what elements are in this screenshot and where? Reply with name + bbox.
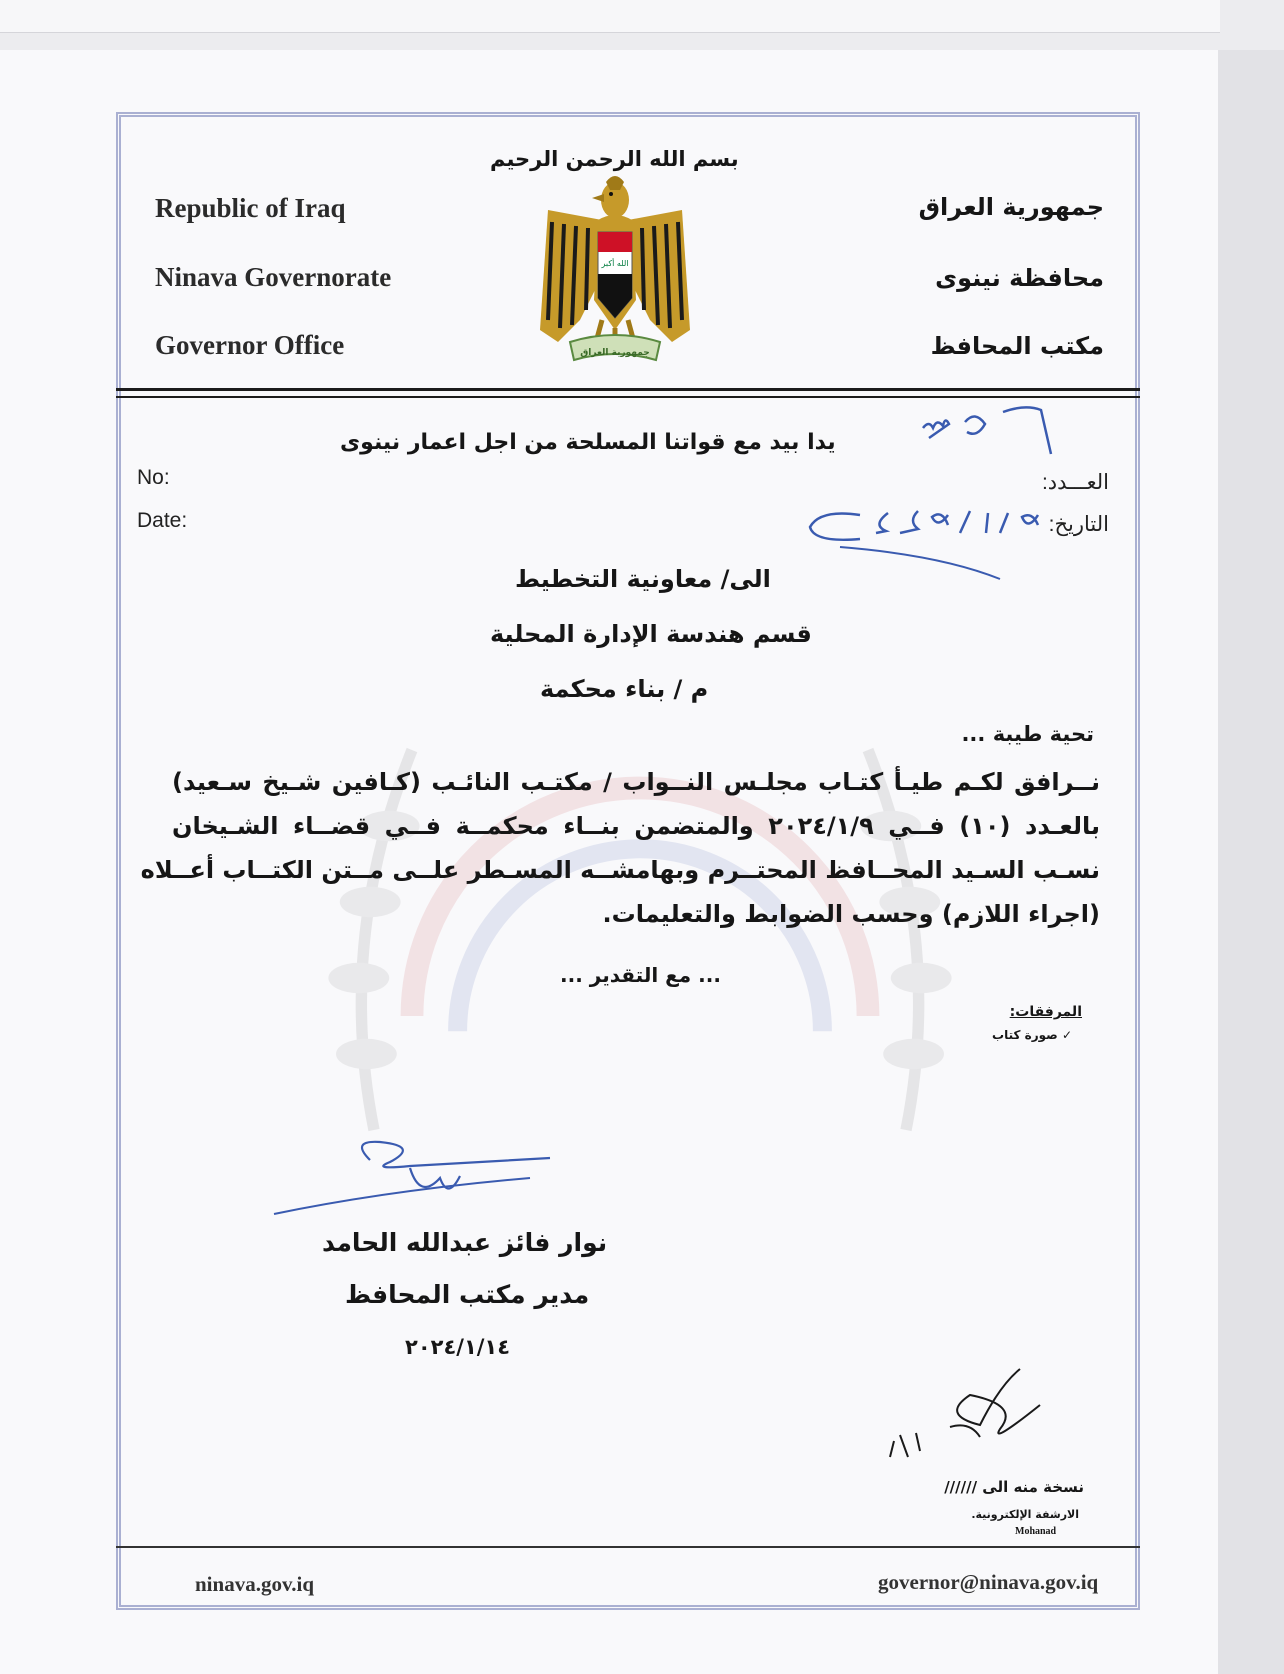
body-line-3: نسـب السـيد المحــافظ المحتــرم وبهامشــه المسـطر علــى مــتن الكتــاب أعــلاه [140, 856, 1100, 884]
previous-page-edge [0, 0, 1220, 33]
footer-email: governor@ninava.gov.iq [878, 1570, 1099, 1594]
signatory-name: نوار فائز عبدالله الحامد [322, 1228, 608, 1257]
body-paragraph [140, 760, 1101, 936]
header-en-line-2: Ninava Governorate [155, 262, 392, 292]
svg-text:الله أكبر: الله أكبر [601, 259, 629, 268]
header-ar-line-1: جمهورية العراق [918, 193, 1104, 221]
header-ar-line-2: محافظة نينوى [935, 264, 1104, 292]
initials [880, 1365, 1050, 1465]
footer-divider [116, 1546, 1140, 1548]
greeting: تحية طيبة ... [961, 722, 1094, 746]
basmala: بسم الله الرحمن الرحيم [490, 147, 739, 171]
body-line-2: بالعـدد (١٠) فــي ٢٠٢٤/١/٩ والمتضمن بنــاء محكمــة فــي قضــاء الشـيخان [172, 812, 1101, 840]
handwritten-date [800, 495, 1060, 595]
date-label-ar: التاريخ: [1048, 513, 1109, 536]
handwritten-number [915, 398, 1055, 458]
date-label-en: Date: [137, 509, 188, 532]
no-label-en: No: [137, 466, 170, 489]
signature [270, 1130, 560, 1240]
header-en-line-3: Governor Office [155, 330, 345, 360]
header-divider-top [116, 388, 1140, 391]
signatory-date: ٢٠٢٤/١/١٤ [405, 1335, 511, 1359]
addressee-line-1: الى/ معاونية التخطيط [515, 565, 771, 593]
page-shadow [1218, 50, 1284, 1674]
closing: ... مع التقدير ... [560, 963, 721, 987]
header-en-line-1: Republic of Iraq [155, 193, 346, 223]
copies-title: نسخة منه الى ////// [944, 1478, 1084, 1496]
slogan: يدا بيد مع قواتنا المسلحة من اجل اعمار نينوى [340, 430, 836, 455]
copies-item-2: Mohanad [1015, 1526, 1057, 1537]
attachments-title: المرفقات: [1009, 1004, 1082, 1020]
header-ar-line-3: مكتب المحافظ [930, 332, 1104, 360]
body-line-1: نــرافق لكـم طيـأ كتـاب مجلـس النــواب / مكتـب النائـب (كـافين شـيخ سـعيد) [172, 768, 1100, 796]
copies-item-1: الارشفة الإلكترونية. [971, 1508, 1079, 1521]
addressee-line-3: م / بناء محكمة [540, 675, 709, 703]
svg-text:جمهورية العراق: جمهورية العراق [580, 348, 650, 358]
signatory-title: مدير مكتب المحافظ [345, 1280, 590, 1309]
attachments-item: ✓ صورة كتاب [992, 1028, 1072, 1042]
addressee-line-2: قسم هندسة الإدارة المحلية [490, 620, 812, 648]
body-line-4: (اجراء اللازم) وحسب الضوابط والتعليمات. [602, 900, 1100, 928]
iraq-eagle-emblem [540, 170, 690, 375]
no-label-ar: العـــدد: [1041, 471, 1109, 494]
footer-website: ninava.gov.iq [195, 1572, 315, 1596]
